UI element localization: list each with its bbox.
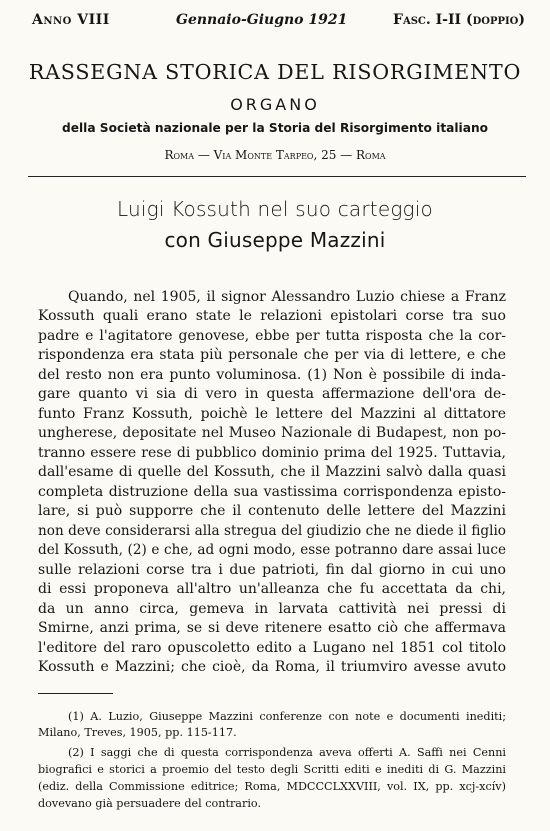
footnote-line: Milano, Treves, 1905, pp. 115-117. bbox=[38, 726, 237, 739]
body-line: tranno essere rese di pubblico dominio prima del 1925. Tuttavia, bbox=[38, 445, 506, 461]
footnote-rule bbox=[38, 693, 113, 694]
footnote-line: biografici e storici a proemio del testo degli Scritti editi e inediti di G. Mazzini bbox=[38, 763, 506, 776]
running-header-issue: Fasc. I-II (doppio) bbox=[393, 12, 526, 28]
journal-title: RASSEGNA STORICA DEL RISORGIMENTO bbox=[28, 60, 522, 84]
body-line: completa distruzione della sua vastissima corrispondenza episto- bbox=[38, 484, 506, 500]
article-title-line-1: Luigi Kossuth nel suo carteggio bbox=[117, 197, 433, 221]
running-header-volume: Anno VIII bbox=[32, 12, 110, 28]
body-line: Smirne, anzi prima, se si deve ritenere esatto ciò che affermava bbox=[38, 620, 506, 636]
masthead-address: Roma — Via Monte Tarpeo, 25 — Roma bbox=[164, 148, 386, 162]
body-line: padre e l'agitatore genovese, ebbe per tutta risposta che la cor- bbox=[38, 328, 506, 344]
body-line: sulle relazioni corse tra i due patrioti, fin dal giorno in cui uno bbox=[38, 562, 506, 578]
running-header-date: Gennaio-Giugno 1921 bbox=[176, 12, 348, 28]
body-line: da un anno circa, gemeva in larvata cattività nei pressi di bbox=[38, 601, 506, 617]
body-line: lare, si può supporre che il contenuto delle lettere del Mazzini bbox=[38, 503, 506, 519]
body-line: funto Franz Kossuth, poichè le lettere del Mazzini al dittatore bbox=[38, 406, 506, 422]
body-line: ungherese, depositate nel Museo Nazionale di Budapest, non po- bbox=[38, 425, 506, 441]
body-line: Quando, nel 1905, il signor Alessandro Luzio chiese a Franz bbox=[68, 289, 506, 305]
body-line: l'editore del raro opuscoletto edito a Lugano nel 1851 col titolo bbox=[38, 640, 506, 656]
body-line: Kossuth e Mazzini; che cioè, da Roma, il triumviro avesse avuto bbox=[38, 659, 506, 675]
article-title-line-2: con Giuseppe Mazzini bbox=[164, 228, 386, 252]
body-line: Kossuth quali erano state le relazioni epistolari corse tra suo bbox=[38, 308, 506, 324]
masthead-organo: ORGANO bbox=[230, 95, 320, 114]
footnote-line: (1) A. Luzio, Giuseppe Mazzini conferenze con note e documenti inediti; bbox=[68, 710, 506, 723]
body-line: non deve considerarsi alla stregua del giudizio che ne diede il figlio bbox=[38, 523, 506, 539]
body-line: dall'esame di quelle del Kossuth, che il Mazzini salvò dalla quasi bbox=[38, 464, 506, 480]
body-line: del resto non era punto voluminosa. (1) Non è possibile di inda- bbox=[38, 367, 506, 383]
body-line: del Kossuth, (2) e che, ad ogni modo, esse potranno dare assai luce bbox=[38, 542, 506, 558]
masthead-divider bbox=[28, 176, 526, 177]
masthead-society: della Società nazionale per la Storia del Risorgimento italiano bbox=[61, 121, 489, 135]
body-line: rispondenza era stata più personale che per via di lettere, e che bbox=[38, 347, 506, 363]
body-line: di essi proponeva all'altro un'alleanza che fu accettata da chi, bbox=[38, 581, 506, 597]
footnote-line: (ediz. della Commissione editrice; Roma, MDCCCLXXVIII, vol. IX, pp. xcj-xcív) bbox=[38, 780, 506, 793]
body-line: gare quanto vi sia di vero in questa affermazione dell'ora de- bbox=[38, 386, 506, 402]
footnote-line: dovevano già persuadere del contrario. bbox=[38, 797, 262, 810]
footnote-line: (2) I saggi che di questa corrispondenza aveva offerti A. Saffi nei Cenni bbox=[68, 746, 506, 759]
